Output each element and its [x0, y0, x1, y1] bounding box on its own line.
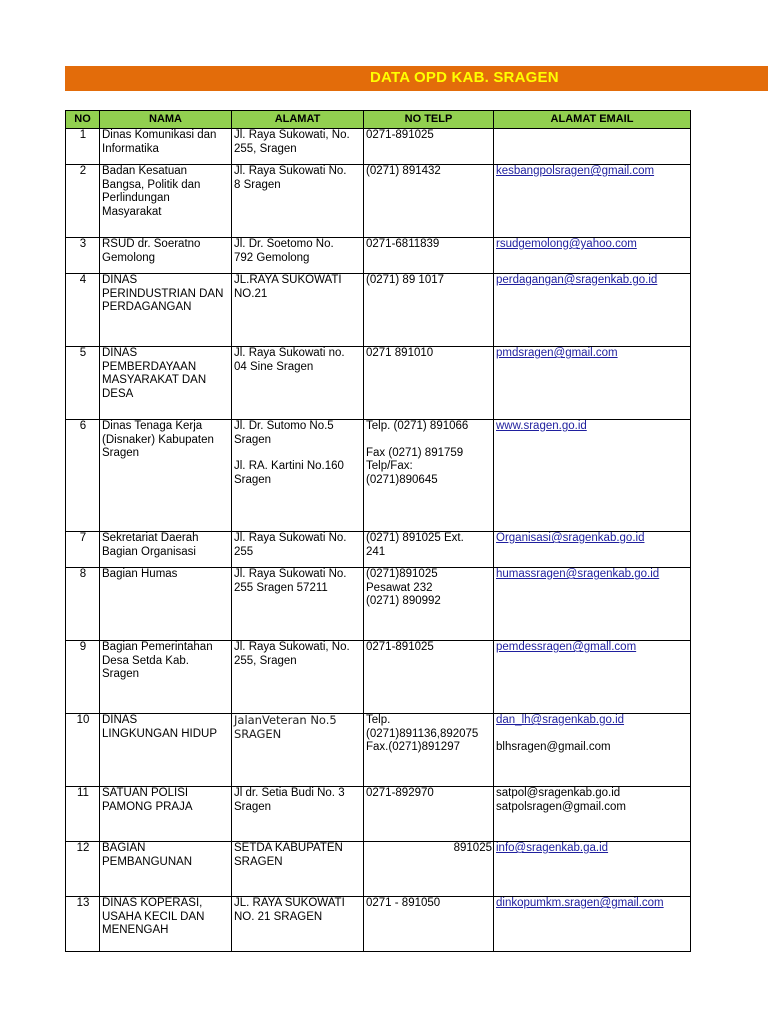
table-row	[66, 641, 691, 714]
nama-line: DINAS	[102, 347, 138, 359]
cell-email	[494, 165, 691, 238]
nama-line: Masyarakat	[102, 205, 162, 218]
cell-email	[494, 274, 691, 347]
alamat-line: JalanVeteran No.5	[234, 713, 337, 727]
telp-line: Fax.(0271)891297	[366, 741, 460, 753]
alamat-line: SRAGEN	[234, 855, 283, 868]
telp-line: Fax (0271) 891759	[366, 446, 464, 459]
nama-line: RSUD dr. Soeratno	[102, 238, 201, 250]
cell-no: 7	[66, 532, 100, 568]
spacer	[366, 434, 492, 447]
cell-no: 13	[66, 897, 100, 952]
cell-telp	[364, 532, 494, 568]
table-header-row	[66, 111, 691, 129]
cell-no: 10	[66, 714, 100, 787]
spacer	[496, 728, 689, 741]
telp-line: 0271 891010	[366, 347, 434, 359]
telp-line: Telp/Fax:	[366, 460, 413, 472]
cell-telp	[364, 274, 494, 347]
alamat-line: 8 Sragen	[234, 178, 281, 191]
telp-line: 0271-892970	[366, 787, 434, 799]
telp-line: 0271-6811839	[366, 238, 440, 250]
nama-line: USAHA KECIL DAN	[102, 910, 205, 923]
cell-alamat	[232, 238, 364, 274]
telp-line: (0271) 890992	[366, 595, 441, 607]
cell-nama	[100, 420, 232, 532]
nama-line: Sragen	[102, 447, 140, 459]
cell-telp	[364, 714, 494, 787]
cell-email	[494, 347, 691, 420]
cell-nama	[100, 532, 232, 568]
cell-alamat	[232, 274, 364, 347]
telp-line: (0271)891025	[366, 568, 438, 580]
nama-line: Dinas Komunikasi dan	[102, 129, 217, 141]
cell-alamat	[232, 714, 364, 787]
cell-no: 9	[66, 641, 100, 714]
table-row	[66, 129, 691, 165]
table-body	[66, 129, 691, 952]
nama-line: Bagian Pemerintahan	[102, 641, 213, 653]
cell-telp	[364, 842, 494, 897]
email-text: blhsragen@gmail.com	[496, 740, 611, 753]
cell-alamat	[232, 165, 364, 238]
alamat-line: Sragen	[234, 473, 272, 486]
cell-nama	[100, 165, 232, 238]
email-link[interactable]: perdagangan@sragenkab.go.id	[496, 274, 658, 286]
nama-line: LINGKUNGAN HIDUP	[102, 727, 218, 740]
cell-telp	[364, 420, 494, 532]
cell-telp	[364, 165, 494, 238]
opd-table	[65, 110, 691, 952]
nama-line: Sekretariat Daerah	[102, 532, 199, 544]
alamat-line: Jl. Raya Sukowati No.	[234, 532, 347, 544]
table-row	[66, 842, 691, 897]
cell-alamat	[232, 347, 364, 420]
alamat-line: 255, Sragen	[234, 654, 297, 667]
alamat-line: SETDA KABUPATEN	[234, 842, 343, 854]
email-link[interactable]: info@sragenkab.ga.id	[496, 842, 609, 854]
email-link[interactable]: pmdsragen@gmail.com	[496, 347, 618, 359]
cell-telp	[364, 897, 494, 952]
alamat-line: Jl dr. Setia Budi No. 3	[234, 787, 345, 799]
telp-line: Telp. (0271) 891066	[366, 420, 469, 432]
cell-no: 12	[66, 842, 100, 897]
nama-line: PEMBANGUNAN	[102, 855, 193, 868]
alamat-line: Jl. Dr. Soetomo No.	[234, 238, 334, 250]
nama-line: Bagian Humas	[102, 568, 178, 580]
table-row	[66, 568, 691, 641]
table-row	[66, 347, 691, 420]
alamat-line: SRAGEN	[234, 726, 282, 741]
email-link[interactable]: pemdessragen@gmall.com	[496, 641, 637, 653]
cell-telp	[364, 129, 494, 165]
email-text: satpol@sragenkab.go.id	[496, 787, 621, 799]
cell-alamat	[232, 897, 364, 952]
nama-line: Badan Kesatuan	[102, 165, 188, 177]
nama-line: Desa Setda Kab.	[102, 654, 189, 667]
cell-alamat	[232, 842, 364, 897]
cell-alamat	[232, 787, 364, 842]
telp-line: 241	[366, 545, 386, 558]
cell-telp	[364, 787, 494, 842]
alamat-line: Jl. Raya Sukowati, No.	[234, 641, 350, 653]
cell-no: 3	[66, 238, 100, 274]
cell-nama	[100, 897, 232, 952]
table-row	[66, 165, 691, 238]
column-header-alamat: ALAMAT	[232, 111, 364, 129]
alamat-line: JL. RAYA SUKOWATI	[234, 897, 345, 909]
nama-line: Gemolong	[102, 251, 156, 264]
cell-no: 2	[66, 165, 100, 238]
table-row	[66, 714, 691, 787]
column-header-email: ALAMAT EMAIL	[494, 111, 691, 129]
spacer	[234, 447, 362, 460]
nama-line: DESA	[102, 387, 134, 400]
nama-line: PERINDUSTRIAN DAN	[102, 287, 224, 300]
nama-line: Dinas Tenaga Kerja	[102, 420, 203, 432]
nama-line: Bagian Organisasi	[102, 545, 196, 558]
cell-telp	[364, 568, 494, 641]
cell-alamat	[232, 641, 364, 714]
cell-no: 1	[66, 129, 100, 165]
telp-line: (0271) 891432	[366, 165, 441, 177]
alamat-line: Jl. Raya Sukowati No.	[234, 165, 347, 177]
cell-email	[494, 238, 691, 274]
cell-email	[494, 842, 691, 897]
cell-no: 4	[66, 274, 100, 347]
alamat-line: Sragen	[234, 800, 272, 813]
cell-nama	[100, 129, 232, 165]
column-header-no: NO	[66, 111, 100, 129]
cell-alamat	[232, 129, 364, 165]
email-link[interactable]: Organisasi@sragenkab.go.id	[496, 532, 645, 544]
nama-line: Informatika	[102, 142, 159, 155]
page-title: DATA OPD KAB. SRAGEN	[370, 69, 559, 86]
nama-line: PERDAGANGAN	[102, 301, 192, 313]
nama-line: SATUAN POLISI	[102, 787, 189, 799]
nama-line: MENENGAH	[102, 924, 169, 936]
nama-line: MASYARAKAT DAN	[102, 374, 207, 386]
email-text: satpolsragen@gmail.com	[496, 800, 626, 813]
table-row	[66, 420, 691, 532]
cell-nama	[100, 842, 232, 897]
cell-telp	[364, 347, 494, 420]
alamat-line: Jl. Raya Sukowati, No.	[234, 129, 350, 141]
alamat-line: NO. 21 SRAGEN	[234, 910, 323, 923]
nama-line: Sragen	[102, 668, 140, 680]
telp-line: (0271)891136,892075	[366, 727, 479, 740]
cell-nama	[100, 274, 232, 347]
nama-line: (Disnaker) Kabupaten	[102, 433, 214, 446]
email-link[interactable]: dinkopumkm.sragen@gmail.com	[496, 897, 664, 909]
table-row	[66, 532, 691, 568]
telp-line: (0271)890645	[366, 473, 438, 486]
nama-line: DINAS	[102, 714, 138, 726]
nama-line: DINAS KOPERASI,	[102, 897, 203, 909]
table-row	[66, 238, 691, 274]
telp-line: Pesawat 232	[366, 581, 433, 594]
alamat-line: 255, Sragen	[234, 142, 297, 155]
cell-no: 11	[66, 787, 100, 842]
alamat-line: Sragen	[234, 433, 272, 446]
email-link[interactable]: humassragen@sragenkab.go.id	[496, 568, 660, 580]
telp-line: 0271-891025	[366, 129, 434, 141]
column-header-telp: NO TELP	[364, 111, 494, 129]
email-link[interactable]: kesbangpolsragen@gmail.com	[496, 165, 655, 177]
cell-email	[494, 568, 691, 641]
cell-no: 8	[66, 568, 100, 641]
cell-email	[494, 420, 691, 532]
cell-nama	[100, 568, 232, 641]
alamat-line: NO.21	[234, 287, 268, 300]
cell-telp	[364, 238, 494, 274]
email-link[interactable]: dan_lh@sragenkab.go.id	[496, 714, 625, 726]
cell-email	[494, 532, 691, 568]
nama-line: DINAS	[102, 274, 138, 286]
table-row	[66, 787, 691, 842]
cell-email	[494, 787, 691, 842]
telp-line: Telp.	[366, 714, 391, 726]
alamat-line: 255	[234, 545, 254, 558]
cell-email	[494, 129, 691, 165]
alamat-line: Jl. RA. Kartini No.160	[234, 460, 344, 472]
telp-line: (0271) 89 1017	[366, 274, 445, 286]
cell-alamat	[232, 420, 364, 532]
cell-email	[494, 897, 691, 952]
cell-telp	[364, 641, 494, 714]
table-row	[66, 274, 691, 347]
nama-line: PEMBERDAYAAN	[102, 360, 197, 373]
alamat-line: JL.RAYA SUKOWATI	[234, 274, 342, 286]
telp-line: 0271 - 891050	[366, 897, 441, 909]
cell-email	[494, 714, 691, 787]
cell-nama	[100, 347, 232, 420]
telp-line: 891025	[453, 842, 492, 854]
cell-no: 5	[66, 347, 100, 420]
alamat-line: 04 Sine Sragen	[234, 360, 314, 373]
cell-nama	[100, 641, 232, 714]
nama-line: BAGIAN	[102, 842, 146, 854]
cell-nama	[100, 787, 232, 842]
cell-alamat	[232, 568, 364, 641]
title-bar	[65, 66, 768, 91]
telp-line: (0271) 891025 Ext.	[366, 532, 464, 544]
alamat-line: 792 Gemolong	[234, 251, 310, 264]
email-link[interactable]: www.sragen.go.id	[496, 420, 587, 432]
cell-alamat	[232, 532, 364, 568]
nama-line: PAMONG PRAJA	[102, 800, 193, 813]
nama-line: Bangsa, Politik dan	[102, 178, 201, 191]
cell-nama	[100, 238, 232, 274]
telp-line: 0271-891025	[366, 641, 434, 653]
alamat-line: Jl. Dr. Sutomo No.5	[234, 420, 334, 432]
column-header-nama: NAMA	[100, 111, 232, 129]
alamat-line: Jl. Raya Sukowati no.	[234, 347, 345, 359]
cell-email	[494, 641, 691, 714]
cell-nama	[100, 714, 232, 787]
email-link[interactable]: rsudgemolong@yahoo.com	[496, 238, 637, 250]
alamat-line: Jl. Raya Sukowati No.	[234, 568, 347, 580]
alamat-line: 255 Sragen 57211	[234, 581, 328, 594]
cell-no: 6	[66, 420, 100, 532]
nama-line: Perlindungan	[102, 192, 170, 204]
table-row	[66, 897, 691, 952]
